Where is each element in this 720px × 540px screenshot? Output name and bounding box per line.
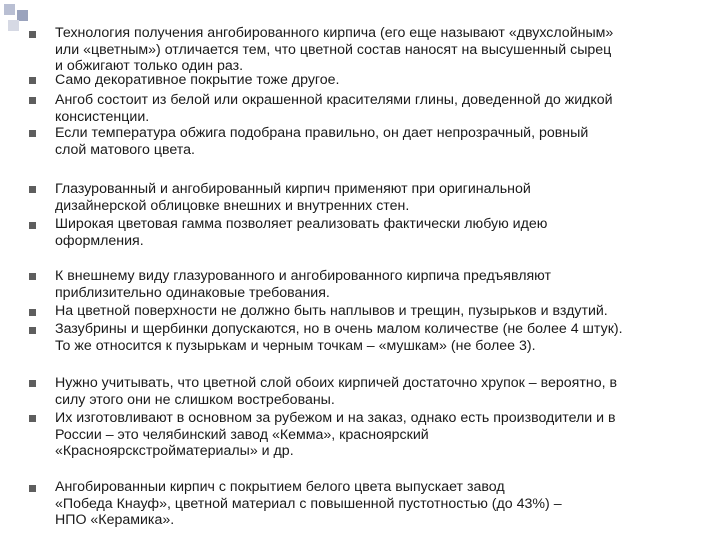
text-line: дизайнерской облицовке внешних и внутренних стен. — [55, 197, 410, 214]
bullet-icon — [29, 222, 36, 229]
bullet-text — [55, 268, 705, 301]
text-line: или «цветным») отличается тем, что цветной состав наносят на высушенный сырец — [55, 41, 612, 58]
text-line: и обжигают только один раз. — [55, 58, 244, 75]
bullet-icon — [29, 31, 36, 38]
bullet-icon — [29, 273, 36, 280]
bullet-text — [55, 181, 705, 214]
bullet-text — [55, 92, 705, 125]
text-line: Само декоративное покрытие тоже другое. — [55, 72, 340, 88]
bullet-icon — [29, 97, 36, 104]
text-line: Глазурованный и ангобированный кирпич применяют при оригинальной — [55, 181, 531, 197]
bullet-text — [55, 25, 705, 75]
text-line: К внешнему виду глазурованного и ангобированного кирпича предъявляют — [55, 268, 551, 284]
text-line: То же относится к пузырькам и черным точкам – «мушкам» (не более 3). — [55, 337, 536, 354]
text-line: Нужно учитывать, что цветной слой обоих кирпичей достаточно хрупок – вероятно, в — [55, 375, 618, 391]
text-line: Их изготовливают в основном за рубежом и на заказ, однако есть производители и в — [55, 410, 616, 426]
bullet-text — [55, 410, 705, 460]
text-line: Зазубрины и щербинки допускаются, но в очень малом количестве (не более 4 штук). — [55, 321, 623, 337]
text-line: На цветной поверхности не должно быть наплывов и трещин, пузырьков и вздутий. — [55, 303, 608, 319]
text-line: консистенции. — [55, 108, 150, 125]
bullet-icon — [29, 415, 36, 422]
bullet-icon — [29, 380, 36, 387]
text-line: оформления. — [55, 232, 144, 249]
text-line: Технология получения ангобированного кирпича (его еще называют «двухслойным» — [55, 25, 614, 41]
bullet-icon — [29, 485, 36, 492]
bullet-text — [55, 72, 705, 89]
text-line: силу этого они не слишком востребованы. — [55, 391, 335, 408]
text-line: слой матового цвета. — [55, 141, 195, 158]
text-line: Если температура обжига подобрана правильно, он дает непрозрачный, ровный — [55, 125, 589, 141]
text-line: России – это челябинский завод «Кемма», красноярский — [55, 426, 429, 443]
bullet-icon — [29, 309, 36, 316]
bullet-text — [55, 303, 705, 320]
bullet-icon — [29, 130, 36, 137]
text-line: Широкая цветовая гамма позволяет реализовать фактически любую идею — [55, 216, 548, 232]
text-line: «Красноярскстройматериалы» и др. — [55, 443, 294, 460]
bullet-text — [55, 216, 705, 249]
bullet-text — [55, 375, 705, 408]
text-line: приблизительно одинаковые требования. — [55, 284, 330, 301]
bullet-icon — [29, 327, 36, 334]
text-line: Ангоб состоит из белой или окрашенной красителями глины, доведенной до жидкой — [55, 92, 613, 108]
bullet-icon — [29, 186, 36, 193]
text-line: Ангобированныи кирпич с покрытием белого цвета выпускает завод — [55, 479, 505, 495]
bullet-icon — [29, 77, 36, 84]
bullet-text — [55, 321, 705, 354]
text-line: «Победа Кнауф», цветной материал с повышенной пустотностью (до 43%) – — [55, 495, 562, 512]
bullet-text — [55, 479, 705, 529]
bullet-text — [55, 125, 705, 158]
text-line: НПО «Керамика». — [55, 512, 175, 529]
